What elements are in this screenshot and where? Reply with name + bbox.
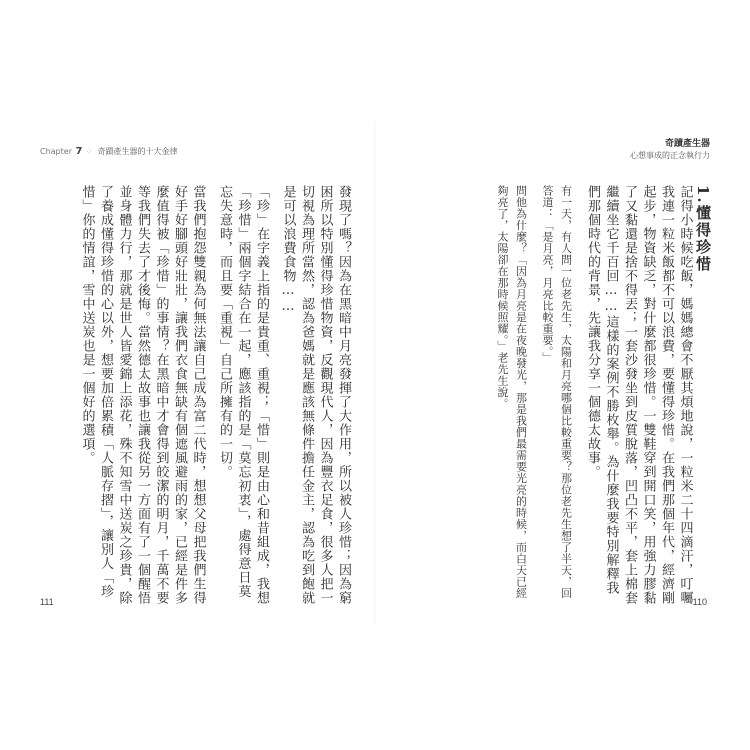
story-quote: 問他為什麼？「因為月亮是在夜晚發光，那是我們最需要光亮的時候，而白天已經夠亮了，太陽卻在那時候照耀。」老先生說。 xyxy=(496,185,528,599)
left-page-body xyxy=(77,185,352,605)
chapter-title: 奇蹟產生器的十大金律 xyxy=(97,147,178,156)
page-number-left: 111 xyxy=(40,597,54,607)
paragraph: 當我們抱怨雙親為何無法讓自己成為富二代時，想想父母把我們生得好手好腳頭好壯壯，讓我們衣食無缺有個遮風避雨的家，已經是件多麼值得被「珍惜」的事情？在黑暗中才會得到皎潔的明月，千萬不要等我們失去了才後悔。當然德太故事也讓我從另一方面有了一個醒悟並身體力行，那就是世人皆愛錦上添花，殊不知雪中送炭之珍貴，除了養成懂得珍惜的心以外，想要加倍累積「人脈存摺」，讓別人「珍惜」你的情誼，雪中送炭也是一個好的選項。 xyxy=(79,185,206,605)
sparkle-icon: ⁘ xyxy=(86,148,92,156)
page-number-right: 110 xyxy=(692,597,707,607)
spacer xyxy=(575,185,583,605)
section-number: 1. xyxy=(694,185,712,205)
section-title: 懂得珍惜 xyxy=(694,204,712,273)
book-title: 奇蹟產生器 xyxy=(664,139,710,149)
running-head-chapter xyxy=(40,146,177,157)
right-page-body xyxy=(493,185,713,605)
paragraph: 發現了嗎？因為在黑暗中月亮發揮了大作用，所以被人珍惜；因為窮困所以特別懂得珍惜物資，反觀現代人，因為豐衣足食，很多人把一切視為理所當然，認為爸媽就是應該無條件擔任金主，認為吃到飽就是可以浪費食物…… xyxy=(280,185,351,605)
paragraph: 「珍」在字義上指的是貴重、重視；「惜」則是由心和昔組成，我想「珍惜」兩個字結合在一起，應該指的是「莫忘初衷」，處得意日莫忘失意時，而且要「重視」自己所擁有的一切。 xyxy=(217,185,269,605)
running-head-book xyxy=(630,139,710,161)
book-subtitle: 心想事成的正念執行力 xyxy=(630,151,710,160)
chapter-number: 7 xyxy=(75,146,83,157)
section-heading xyxy=(694,185,713,605)
story-quote: 有一天，有人問一位老先生，太陽和月亮哪個比較重要？那位老先生想了半天，回答道：「是月亮，月亮比較重要。」 xyxy=(541,185,573,599)
spacer xyxy=(530,185,538,605)
book-gutter xyxy=(374,123,376,623)
spacer xyxy=(207,185,215,605)
paragraph: 記得小時候吃飯，媽媽總會不厭其煩地說，一粒米二十四滴汗，叮囑我連一粒米飯都不可以浪費，要懂得珍惜。在我們那個年代，經濟剛起步，物資缺乏，對什麼都很珍惜。一雙鞋穿到開口笑，用強力膠黏了又黏還是捨不得丟；一套沙發坐到皮質脫落，凹凸不平，套上棉套繼續坐它千百回……這樣的案例不勝枚舉。為什麼我要特別解釋我們那個時代的背景，先讓我分享一個德太故事。 xyxy=(585,185,693,605)
chapter-label: Chapter xyxy=(40,147,72,156)
spacer xyxy=(270,185,278,605)
